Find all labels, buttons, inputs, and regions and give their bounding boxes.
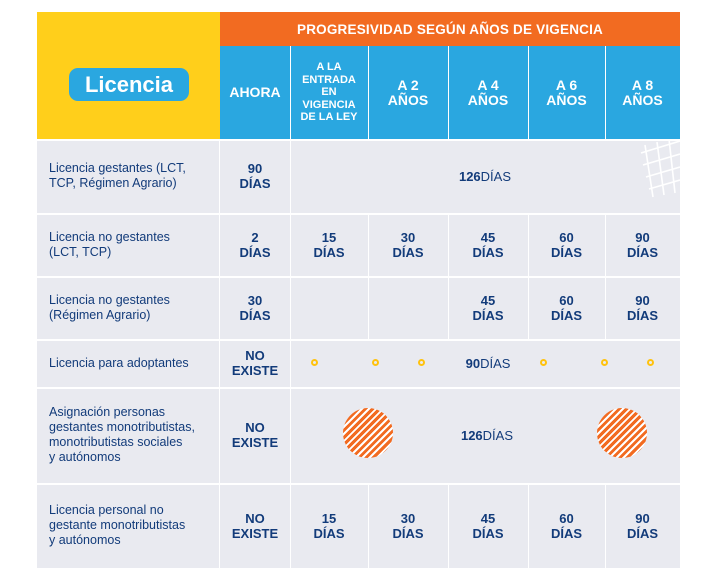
row-label: Licencia no gestantes (Régimen Agrario) — [49, 292, 170, 322]
span-number: 90 — [465, 355, 481, 371]
ahora-value: NO EXISTE — [231, 510, 279, 541]
col-header-8-anos: A 8 AÑOS — [605, 46, 680, 139]
span-value — [290, 139, 680, 213]
cell-value: 15 DÍAS — [313, 229, 345, 260]
divider — [605, 46, 606, 139]
circle-icon — [311, 359, 318, 366]
circle-icon — [601, 359, 608, 366]
cell-value: 60 DÍAS — [550, 510, 583, 541]
cell-value: 45 DÍAS — [472, 229, 504, 260]
divider — [448, 46, 449, 139]
col-header-entrada: A LA ENTRADA EN VIGENCIA DE LA LEY — [290, 46, 368, 139]
row-label: Licencia para adoptantes — [49, 355, 189, 370]
ahora-value: 90 DÍAS — [239, 161, 271, 191]
licencias-table — [37, 12, 680, 568]
row-label: Licencia gestantes (LCT, TCP, Régimen Agrario) — [49, 161, 186, 190]
col-header-4-anos: A 4 AÑOS — [448, 46, 528, 139]
divider — [368, 46, 369, 139]
row-label: Asignación personas gestantes monotributistas, monotributistas sociales y autónomos — [49, 405, 195, 464]
ahora-value: 2 DÍAS — [239, 229, 271, 260]
cell-value: 90 DÍAS — [626, 510, 659, 541]
cell-value — [368, 276, 448, 339]
row-label: Licencia no gestantes (LCT, TCP) — [49, 229, 170, 259]
cell-value: 30 DÍAS — [392, 229, 424, 260]
circle-icon — [418, 359, 425, 366]
cell-value: 60 DÍAS — [550, 292, 583, 323]
divider — [290, 46, 291, 139]
licencia-badge: Licencia — [69, 68, 189, 101]
divider — [528, 46, 529, 139]
cell-value: 90 DÍAS — [626, 292, 659, 323]
span-unit: DÍAS — [480, 168, 512, 184]
col-header-6-anos: A 6 AÑOS — [528, 46, 605, 139]
cell-value: 45 DÍAS — [472, 510, 504, 541]
cell-value: 60 DÍAS — [550, 229, 583, 260]
span-unit: DÍAS — [480, 355, 511, 371]
span-value — [437, 387, 537, 483]
ahora-value: NO EXISTE — [231, 348, 279, 378]
cell-value — [290, 276, 368, 339]
row-label: Licencia personal no gestante monotributistas y autónomos — [49, 503, 186, 547]
title-corner — [37, 12, 220, 139]
col-header-2-anos: A 2 AÑOS — [368, 46, 448, 139]
hatched-circle-icon — [343, 408, 393, 458]
span-number: 126 — [458, 168, 481, 184]
span-number: 126 — [460, 427, 483, 443]
circle-icon — [372, 359, 379, 366]
cell-value: 45 DÍAS — [472, 292, 504, 323]
circle-icon — [647, 359, 654, 366]
span-value — [448, 339, 528, 387]
cell-value: 90 DÍAS — [626, 229, 659, 260]
span-unit: DÍAS — [482, 427, 514, 443]
circle-icon — [540, 359, 547, 366]
cell-value: 30 DÍAS — [392, 510, 424, 541]
cell-value: 15 DÍAS — [313, 510, 345, 541]
ahora-value: NO EXISTE — [231, 420, 279, 450]
col-header-ahora: AHORA — [220, 46, 290, 139]
progresividad-banner: PROGRESIVIDAD SEGÚN AÑOS DE VIGENCIA — [220, 12, 680, 46]
hatched-circle-icon — [597, 408, 647, 458]
ahora-value: 30 DÍAS — [239, 292, 271, 323]
